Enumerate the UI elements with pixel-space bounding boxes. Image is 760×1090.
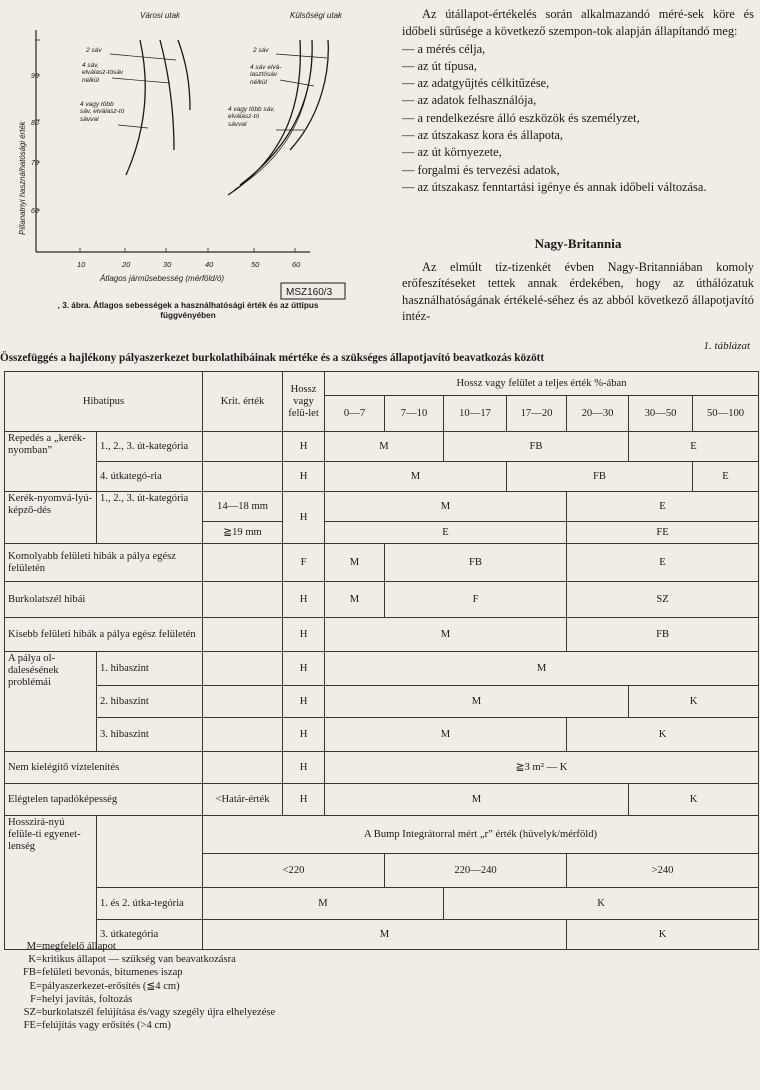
cell-krit: <Határ-érték: [203, 784, 283, 816]
legend-text: =felületi bevonás, bitumenes iszap: [36, 967, 183, 979]
cell-value: E: [567, 544, 759, 582]
cell-value: E: [693, 462, 759, 492]
row-name: Kisebb felületi hibák a pálya egész felületén: [5, 618, 203, 652]
cell-value: SZ: [567, 582, 759, 618]
legend-code: K: [28, 954, 36, 966]
row-sub: 1. és 2. útka-tegória: [97, 888, 203, 920]
right-panel-title: Külsőségi utak: [290, 11, 343, 20]
defect-table: [4, 371, 759, 950]
legend-code: FB: [23, 967, 36, 979]
row-name: Hosszirá-nyú felüle-ti egyenet-lenség: [5, 816, 97, 950]
row-name: Repedés a „kerék-nyomban”: [5, 432, 97, 492]
legend: [6, 940, 275, 1032]
legend-code: F: [30, 993, 36, 1005]
cell-value: M: [325, 784, 629, 816]
header-range: 30—50: [629, 396, 693, 432]
cell-h: H: [283, 462, 325, 492]
cell-h: F: [283, 544, 325, 582]
y-tick: 90: [31, 73, 39, 80]
right-column: [402, 6, 754, 196]
header-krit: Krit. érték: [203, 372, 283, 432]
cell-value: E: [629, 432, 759, 462]
bullet-item: — a rendelkezésre álló eszközök és személyzet,: [402, 110, 640, 125]
stamp: MSZ160/3: [286, 287, 333, 298]
bullet-item: — az adatgyűjtés célkitűzése,: [402, 76, 550, 91]
row-sub: 4. útkategó-ria: [97, 462, 203, 492]
legend-text: =pályaszerkezet-erősítés (≦4 cm): [36, 980, 180, 992]
legend-text: =helyi javítás, foltozás: [36, 993, 133, 1005]
cell-h: H: [283, 492, 325, 544]
caption-line1: 3. ábra. Átlagos sebességek a használhatósági érték és az úttípus: [62, 301, 319, 310]
y-tick: 60: [31, 208, 39, 215]
legend-item: [6, 980, 275, 993]
row-sub: 1., 2., 3. út-kategória: [97, 492, 203, 544]
bullet-item: — forgalmi és tervezési adatok,: [402, 162, 560, 177]
row-sub: 3. hibaszint: [97, 718, 203, 752]
bullet-item: — az út típusa,: [402, 58, 478, 73]
header-range: 7—10: [385, 396, 444, 432]
cell-h: H: [283, 784, 325, 816]
x-axis-label: Átlagos járműsebesség (mérföld/ó): [100, 274, 225, 283]
row-name: Komolyabb felületi hibák a pálya egész felületén: [5, 544, 203, 582]
cell-value: M: [325, 718, 567, 752]
cell-value: K: [567, 920, 759, 950]
cell-value: FB: [567, 618, 759, 652]
curve-label-left-4: 4 sáv, elválasz-tósáv nélkül: [82, 62, 124, 84]
figure-caption: [8, 301, 368, 321]
header-group: Hossz vagy felület a teljes érték %-ában: [325, 372, 759, 396]
x-tick: 20: [122, 260, 131, 269]
curve-label-left-4plus: 4 vagy több sáv, elválasz-tó sávval: [80, 101, 125, 123]
cell-value: F: [385, 582, 567, 618]
cell-value: M: [325, 618, 567, 652]
bullet-item: — az útszakasz fenntartási igénye és annak időbeli változása.: [402, 179, 707, 194]
legend-code: FE: [23, 1020, 36, 1032]
bump-range: <220: [203, 854, 385, 888]
x-tick: 60: [292, 260, 301, 269]
section-paragraph: Az elmúlt tíz-tizenkét évben Nagy-Britanniában komoly erőfeszítéseket tettek annak érdekében, hogy az úthálózatuk használhatóságának értékelé-séhez és az abból következő állapotjavító intéz-: [402, 260, 754, 324]
cell-value: M: [325, 492, 567, 522]
cell-value: K: [629, 686, 759, 718]
legend-code: M: [26, 941, 36, 952]
caption-line2: függvényében: [160, 311, 216, 320]
curve-left-4-lane-no-median: [160, 40, 174, 150]
header-range: 10—17: [444, 396, 507, 432]
row-name: A pálya ol-dalesésének problémái: [5, 652, 97, 752]
legend-text: =megfelelő állapot: [36, 941, 116, 952]
cell-value: K: [567, 718, 759, 752]
caption-mark: ‚: [57, 301, 60, 310]
y-axis-label: Pillanatnyi használhatósági érték: [18, 121, 27, 235]
cell-value: E: [567, 492, 759, 522]
curve-left-4-lane-median: [126, 40, 145, 175]
header-hossz: Hossz vagy felü-let: [283, 372, 325, 432]
header-range: 50—100: [693, 396, 759, 432]
curve-label-left-2: 2 sáv: [86, 47, 102, 54]
row-sub: 1., 2., 3. út-kategória: [97, 432, 203, 462]
cell-value: FB: [444, 432, 629, 462]
left-panel-title: Városi utak: [140, 11, 181, 20]
legend-item: [6, 1019, 275, 1032]
cell-value: M: [203, 920, 567, 950]
x-tick: 50: [251, 260, 260, 269]
legend-text: =burkolatszél felújítása és/vagy szegély újra elhelyezése: [36, 1007, 276, 1019]
header-hibatipus: Hibatípus: [5, 372, 203, 432]
cell-value: M: [325, 652, 759, 686]
cell-value: M: [325, 432, 444, 462]
cell-h: H: [283, 718, 325, 752]
cell-value: FE: [567, 522, 759, 544]
curve-label-right-4: 4 sáv elvá-lasztósáv nélkül: [250, 64, 282, 86]
legend-item: [6, 966, 275, 979]
legend-item: [6, 993, 275, 1006]
speed-figure: [0, 0, 380, 300]
cell-value: M: [325, 462, 507, 492]
row-name: Burkolatszél hibái: [5, 582, 203, 618]
cell-value: FB: [385, 544, 567, 582]
cell-value: M: [325, 582, 385, 618]
x-tick: 40: [205, 260, 214, 269]
x-tick: 10: [77, 260, 86, 269]
header-range: 20—30: [567, 396, 629, 432]
bullet-item: — az adatok felhasználója,: [402, 93, 537, 108]
table-label: 1. táblázat: [703, 340, 750, 352]
legend-item: [6, 1006, 275, 1019]
bullet-item: — a mérés célja,: [402, 41, 486, 56]
x-tick: 30: [163, 260, 172, 269]
legend-code: E: [29, 980, 36, 992]
legend-item: [6, 953, 275, 966]
cell-h: H: [283, 582, 325, 618]
table-title: Összefüggés a hajlékony pályaszerkezet burkolathibáinak mértéke és a szükséges állapotjavító beavatkozás között: [0, 352, 545, 364]
row-name: Kerék-nyomvá-lyú-képző-dés: [5, 492, 97, 544]
header-range: 0—7: [325, 396, 385, 432]
cell-h: H: [283, 752, 325, 784]
curve-label-right-2: 2 sáv: [253, 47, 269, 54]
cell-h: H: [283, 432, 325, 462]
cell-value: K: [444, 888, 759, 920]
cell-value: E: [325, 522, 567, 544]
row-sub: 1. hibaszint: [97, 652, 203, 686]
cell-krit: ≧19 mm: [203, 522, 283, 544]
cell-value: FB: [507, 462, 693, 492]
legend-code: SZ: [23, 1007, 36, 1019]
cell-value: M: [325, 686, 629, 718]
row-sub: 2. hibaszint: [97, 686, 203, 718]
cell-h: H: [283, 618, 325, 652]
curve-label-right-4plus: 4 vagy több sáv, elválasz-tó sávval: [228, 106, 275, 128]
cell-value: M: [203, 888, 444, 920]
bullet-item: — az út környezete,: [402, 145, 502, 160]
legend-text: =felújítás vagy erősítés (>4 cm): [36, 1020, 171, 1032]
cell-value: M: [325, 544, 385, 582]
header-range: 17—20: [507, 396, 567, 432]
cell-value: K: [629, 784, 759, 816]
row-name: Nem kielégítő víztelenítés: [5, 752, 203, 784]
legend-item: [6, 940, 275, 953]
section-heading: Nagy-Britannia: [534, 236, 622, 251]
bump-header: A Bump Integrátorral mért „r” érték (hüvelyk/mérföld): [203, 816, 759, 854]
bump-range: 220—240: [385, 854, 567, 888]
cell-krit: 14—18 mm: [203, 492, 283, 522]
curve-left-2-lane: [178, 40, 190, 110]
row-sub: 3. útkategória: [97, 920, 203, 950]
bump-range: >240: [567, 854, 759, 888]
bullet-item: — az útszakasz kora és állapota,: [402, 128, 564, 143]
cell-value: ≧3 m² — K: [325, 752, 759, 784]
row-name: Elégtelen tapadóképesség: [5, 784, 203, 816]
cell-h: H: [283, 686, 325, 718]
cell-h: H: [283, 652, 325, 686]
y-tick: 70: [31, 160, 39, 167]
y-tick: 80: [31, 120, 39, 127]
intro-paragraph: Az útállapot-értékelés során alkalmazandó méré-sek köre és időbeli sűrűsége a következő szempon-tok alapján állapítandó meg:: [402, 7, 754, 39]
legend-text: =kritikus állapot — szükség van beavatkozásra: [36, 954, 236, 966]
